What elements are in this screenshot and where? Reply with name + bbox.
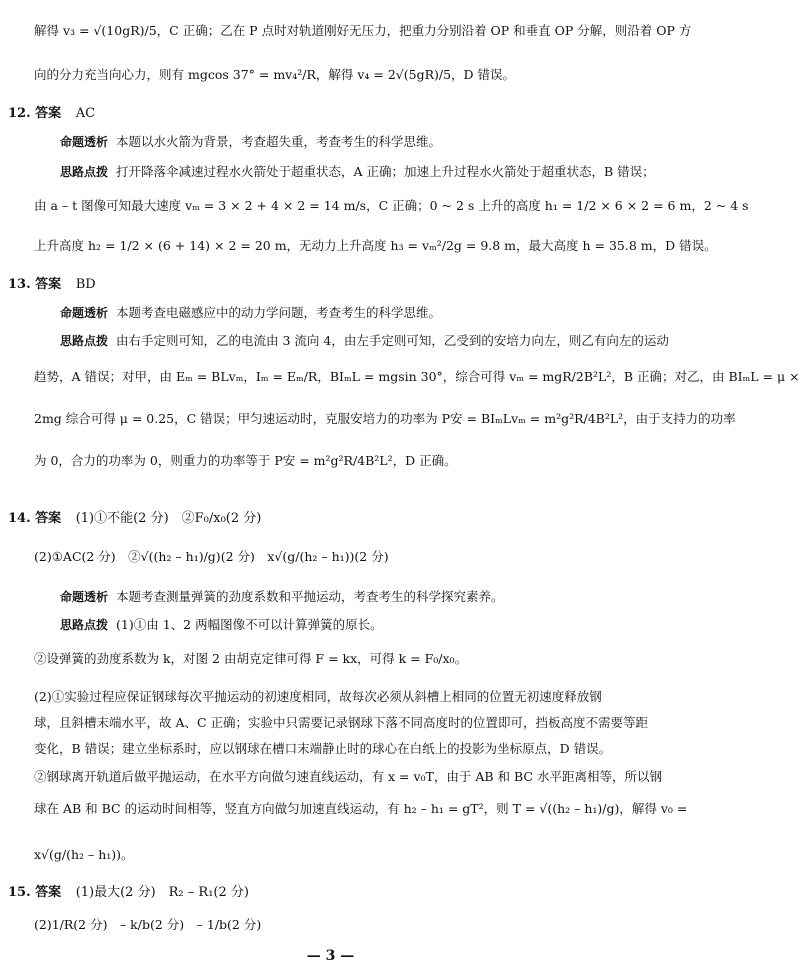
line-2: 向的分力充当向心力，则有 mgcos 37° = mv₄²/R，解得 v₄ = 2√(5gR)/5，D 错误。 xyxy=(34,67,516,82)
q13-analysis xyxy=(60,304,643,322)
line-1: 解得 v₃ = √(10gR)/5，C 正确；乙在 P 点时对轨道刚好无压力，把重力分别沿着 OP 和垂直 OP 分解，则沿着 OP 方 xyxy=(34,23,692,38)
q14-heading xyxy=(8,510,261,528)
label-silu: 思路点拨 xyxy=(60,165,109,179)
label-silu: 思路点拨 xyxy=(60,334,109,348)
text: 本题考查测量弹簧的劲度系数和平抛运动，考查考生的科学探究素养。 xyxy=(116,589,504,604)
q12-hint-3: 上升高度 h₂ = 1/2 × (6 + 14) × 2 = 20 m，无动力上升高度 h₃ = vₘ²/2g = 9.8 m，最大高度 h = 35.8 m，D 错误。 xyxy=(34,238,717,253)
text: 本题考查电磁感应中的动力学问题，考查考生的科学思维。 xyxy=(116,305,442,320)
q14-label: 14. 答案 xyxy=(8,511,62,526)
q12-hint-1 xyxy=(60,163,655,181)
text: (1)①由 1、2 两幅图像不可以计算弹簧的原长。 xyxy=(116,617,383,632)
q14-hint-1 xyxy=(60,616,643,634)
q14-hint-3: (2)①实验过程应保证钢球每次平抛运动的初速度相同，故每次必须从斜槽上相同的位置无初速度释放钢 xyxy=(34,689,602,704)
q14-answer: (1)①不能(2 分) ②F₀/x₀(2 分) xyxy=(75,511,262,526)
q13-heading xyxy=(8,276,96,294)
q15-answer: (1)最大(2 分) R₂ – R₁(2 分) xyxy=(75,885,249,900)
q12-analysis xyxy=(60,133,643,151)
q13-answer: BD xyxy=(75,277,96,292)
q14-hint-4: 球，且斜槽末端水平，故 A、C 正确；实验中只需要记录钢球下落不同高度时的位置即可，挡板高度不需要等距 xyxy=(34,715,649,730)
q14-analysis xyxy=(60,588,643,606)
text: 打开降落伞减速过程水火箭处于超重状态，A 正确；加速上升过程水火箭处于超重状态，B 错误； xyxy=(116,164,655,179)
q14-hint-2: ②设弹簧的劲度系数为 k，对图 2 由胡克定律可得 F = kx，可得 k = F₀/x₀。 xyxy=(34,651,468,666)
q15-label: 15. 答案 xyxy=(8,885,62,900)
label-silu: 思路点拨 xyxy=(60,618,109,632)
text: 本题以水火箭为背景，考查超失重，考查考生的科学思维。 xyxy=(116,134,442,149)
page-number: — 3 — xyxy=(306,948,355,964)
q12-answer: AC xyxy=(75,106,96,121)
q14-hint-5: 变化，B 错误；建立坐标系时，应以钢球在槽口末端静止时的球心在白纸上的投影为坐标原点，D 错误。 xyxy=(34,741,612,756)
q12-heading xyxy=(8,105,95,123)
label-mingti: 命题透析 xyxy=(60,306,109,320)
q12-hint-2: 由 a – t 图像可知最大速度 vₘ = 3 × 2 + 4 × 2 = 14 m/s，C 正确；0 ~ 2 s 上升的高度 h₁ = 1/2 × 6 × 2 = 6 m，2 ~ 4 s xyxy=(34,198,749,213)
q14-answer-2: (2)①AC(2 分) ②√((h₂ – h₁)/g)(2 分) x√(g/(h₂ – h₁))(2 分) xyxy=(34,549,389,564)
q13-hint-3: 2mg 综合可得 μ = 0.25，C 错误；甲匀速运动时，克服安培力的功率为 P安 = BIₘLvₘ = m²g²R/4B²L²，由于支持力的功率 xyxy=(34,411,736,426)
q14-hint-6: ②钢球离开轨道后做平抛运动，在水平方向做匀速直线运动，有 x = v₀T，由于 AB 和 BC 水平距离相等，所以钢 xyxy=(34,769,662,784)
label-mingti: 命题透析 xyxy=(60,590,109,604)
q15-answer-2: (2)1/R(2 分) – k/b(2 分) – 1/b(2 分) xyxy=(34,917,262,932)
q13-label: 13. 答案 xyxy=(8,277,62,292)
q13-hint-1 xyxy=(60,332,669,350)
q14-hint-8: x√(g/(h₂ – h₁))。 xyxy=(34,847,134,862)
label-mingti: 命题透析 xyxy=(60,135,109,149)
q12-label: 12. 答案 xyxy=(8,106,62,121)
q13-hint-2: 趋势，A 错误；对甲，由 Eₘ = BLvₘ，Iₘ = Eₘ/R，BIₘL = mgsin 30°，综合可得 vₘ = mgR/2B²L²，B 正确；对乙，由 BIₘL = μ × xyxy=(34,369,800,384)
q13-hint-4: 为 0，合力的功率为 0，则重力的功率等于 P安 = m²g²R/4B²L²，D 正确。 xyxy=(34,453,457,468)
q14-hint-7: 球在 AB 和 BC 的运动时间相等，竖直方向做匀加速直线运动，有 h₂ – h₁ = gT²，则 T = √((h₂ – h₁)/g)，解得 v₀ = xyxy=(34,801,688,816)
q15-heading xyxy=(8,884,249,902)
text: 由右手定则可知，乙的电流由 3 流向 4，由左手定则可知，乙受到的安培力向左，则乙有向左的运动 xyxy=(116,333,669,348)
